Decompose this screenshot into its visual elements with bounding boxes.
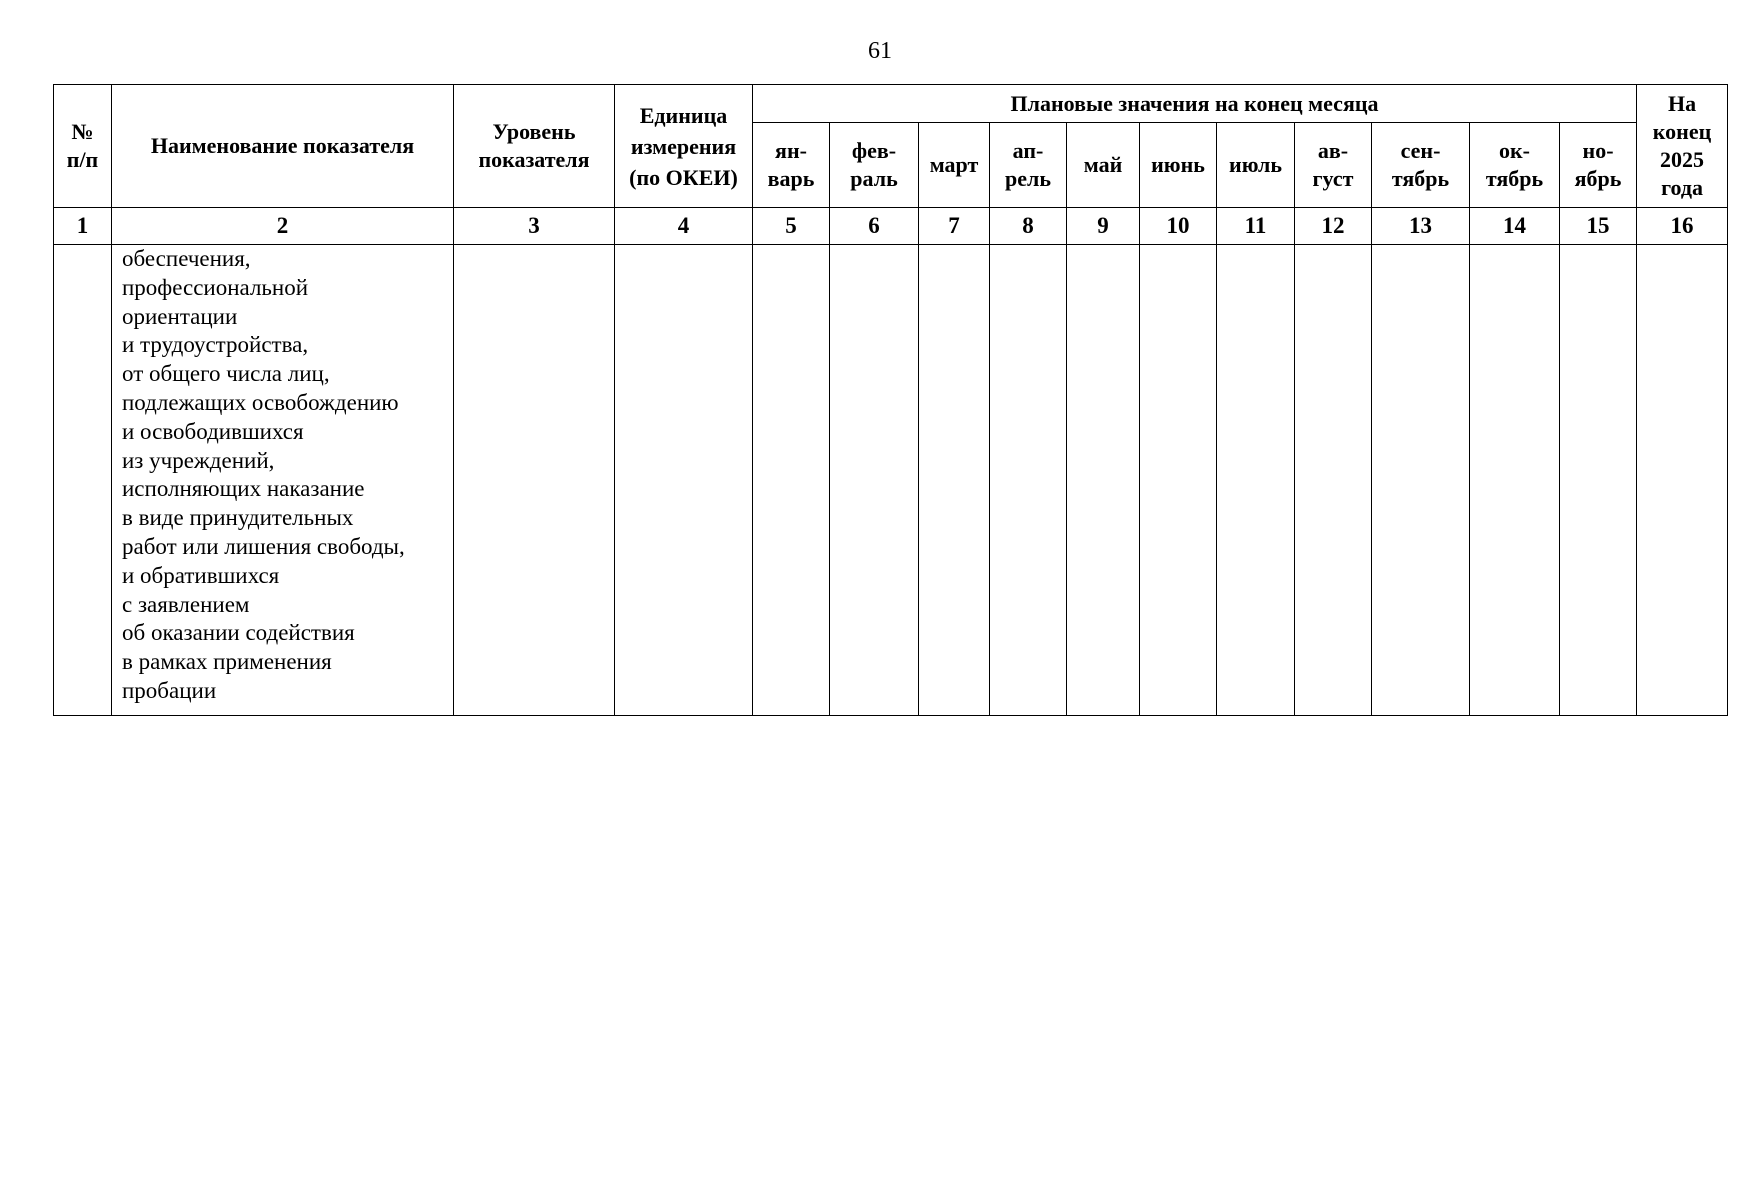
header-unit: Единица измерения (по ОКЕИ) xyxy=(615,85,753,208)
header-level: Уровень показателя xyxy=(454,85,615,208)
col-number-14: 14 xyxy=(1470,208,1560,245)
page-number: 61 xyxy=(868,38,892,64)
header-year-end: На конец 2025 года xyxy=(1637,85,1728,208)
cell-feb xyxy=(830,245,919,716)
cell-mar xyxy=(919,245,990,716)
cell-nov xyxy=(1560,245,1637,716)
cell-num xyxy=(54,245,112,716)
col-number-11: 11 xyxy=(1217,208,1295,245)
cell-jun xyxy=(1140,245,1217,716)
cell-aug xyxy=(1295,245,1372,716)
col-number-8: 8 xyxy=(990,208,1067,245)
header-month-jun: июнь xyxy=(1140,123,1217,208)
cell-year-end xyxy=(1637,245,1728,716)
col-number-15: 15 xyxy=(1560,208,1637,245)
col-number-9: 9 xyxy=(1067,208,1140,245)
header-month-jul: июль xyxy=(1217,123,1295,208)
cell-jul xyxy=(1217,245,1295,716)
col-number-6: 6 xyxy=(830,208,919,245)
header-month-nov: но- ябрь xyxy=(1560,123,1637,208)
header-num: № п/п xyxy=(54,85,112,208)
header-month-sep: сен- тябрь xyxy=(1372,123,1470,208)
col-number-16: 16 xyxy=(1637,208,1728,245)
header-month-oct: ок- тябрь xyxy=(1470,123,1560,208)
cell-unit xyxy=(615,245,753,716)
cell-may xyxy=(1067,245,1140,716)
header-month-jan: ян- варь xyxy=(753,123,830,208)
cell-apr xyxy=(990,245,1067,716)
header-planned: Плановые значения на конец месяца xyxy=(753,85,1637,123)
header-month-may: май xyxy=(1067,123,1140,208)
header-month-mar: март xyxy=(919,123,990,208)
col-number-5: 5 xyxy=(753,208,830,245)
cell-level xyxy=(454,245,615,716)
table-row xyxy=(54,245,1728,716)
col-number-1: 1 xyxy=(54,208,112,245)
col-number-7: 7 xyxy=(919,208,990,245)
col-number-3: 3 xyxy=(454,208,615,245)
header-month-aug: ав- густ xyxy=(1295,123,1372,208)
col-number-12: 12 xyxy=(1295,208,1372,245)
header-name: Наименование показателя xyxy=(112,85,454,208)
cell-oct xyxy=(1470,245,1560,716)
indicator-name: обеспечения, профессиональной ориентации и трудоустройства, от общего числа лиц, подлежащих освобождению и освободившихся из учреждений, исполняющих наказание в виде принудительных работ или лишения свободы, и обратившихся с заявлением об оказании содействия в рамках применения пробации xyxy=(112,245,454,716)
col-number-13: 13 xyxy=(1372,208,1470,245)
cell-jan xyxy=(753,245,830,716)
header-month-apr: ап- рель xyxy=(990,123,1067,208)
col-number-10: 10 xyxy=(1140,208,1217,245)
col-number-4: 4 xyxy=(615,208,753,245)
header-month-feb: фев- раль xyxy=(830,123,919,208)
col-number-2: 2 xyxy=(112,208,454,245)
cell-sep xyxy=(1372,245,1470,716)
indicator-table xyxy=(53,84,1728,716)
